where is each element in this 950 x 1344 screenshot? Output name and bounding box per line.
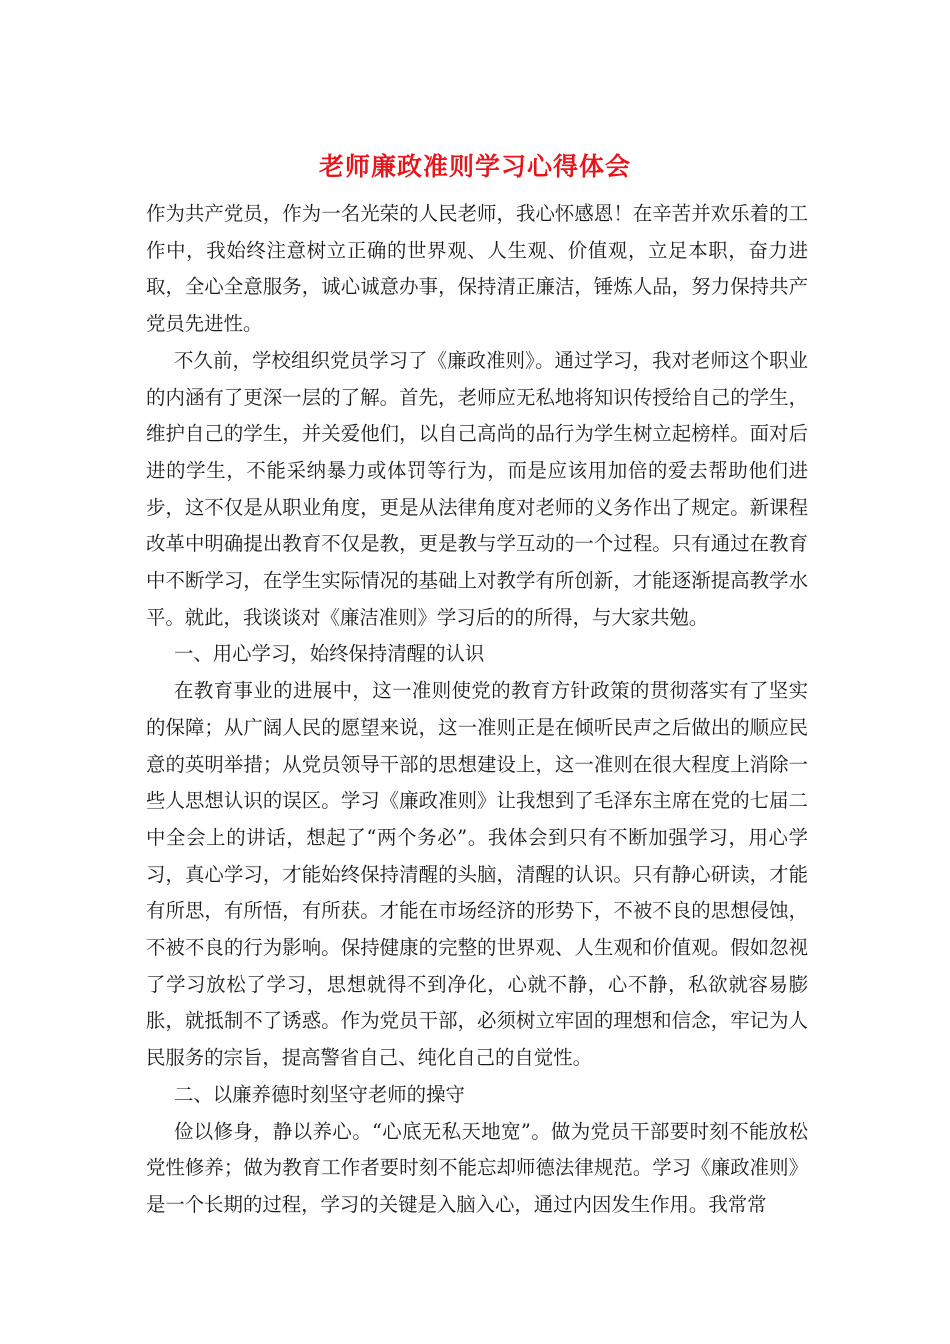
document-body [146, 196, 808, 1224]
section-heading-2: 二、以廉养德时刻坚守老师的操守 [174, 1082, 465, 1106]
paragraph-study-overview: 不久前，学校组织党员学习了《廉政准则》。通过学习，我对老师这个职业的内涵有了更深一层的了解。首先，老师应无私地将知识传授给自己的学生，维护自己的学生，并关爱他们，以自己高尚的品行为学生树立起榜样。面对后进的学生，不能采纳暴力或体罚等行为，而是应该用加倍的爱去帮助他们进步，这不仅是从职业角度，更是从法律角度对老师的义务作出了规定。新课程改革中明确提出教育不仅是教，更是教与学互动的一个过程。只有通过在教育中不断学习，在学生实际情况的基础上对教学有所创新，才能逐渐提高教学水平。就此，我谈谈对《廉洁准则》学习后的的所得，与大家共勉。 [146, 348, 808, 629]
document-title: 老师廉政准则学习心得体会 [318, 152, 631, 181]
paragraph-section-2: 俭以修身，静以养心。“心底无私天地宽”。做为党员干部要时刻不能放松党性修养；做为教育工作者要时刻不能忘却师德法律规范。学习《廉政准则》是一个长期的过程，学习的关键是入脑入心，通过内因发生作用。我常常 [146, 1119, 808, 1216]
paragraph-intro: 作为共产党员，作为一名光荣的人民老师，我心怀感恩！在辛苦并欢乐着的工作中，我始终注意树立正确的世界观、人生观、价值观，立足本职，奋力进取，全心全意服务，诚心诚意办事，保持清正廉洁，锤炼人品，努力保持共产党员先进性。 [146, 202, 808, 336]
paragraph-section-1: 在教育事业的进展中，这一准则使党的教育方针政策的贯彻落实有了坚实的保障；从广阔人民的愿望来说，这一准则正是在倾听民声之后做出的顺应民意的英明举措；从党员领导干部的思想建设上，这一准则在很大程度上消除一些人思想认识的误区。学习《廉政准则》让我想到了毛泽东主席在党的七届二中全会上的讲话，想起了“两个务必”。我体会到只有不断加强学习，用心学习，真心学习，才能始终保持清醒的头脑，清醒的认识。只有静心研读，才能有所思，有所悟，有所获。才能在市场经济的形势下，不被不良的思想侵蚀，不被不良的行为影响。保持健康的完整的世界观、人生观和价值观。假如忽视了学习放松了学习，思想就得不到净化，心就不静，心不静，私欲就容易膨胀，就抵制不了诱惑。作为党员干部，必须树立牢固的理想和信念，牢记为人民服务的宗旨，提高警省自己、纯化自己的自觉性。 [146, 679, 808, 1070]
section-heading-1: 一、用心学习，始终保持清醒的认识 [174, 642, 485, 666]
